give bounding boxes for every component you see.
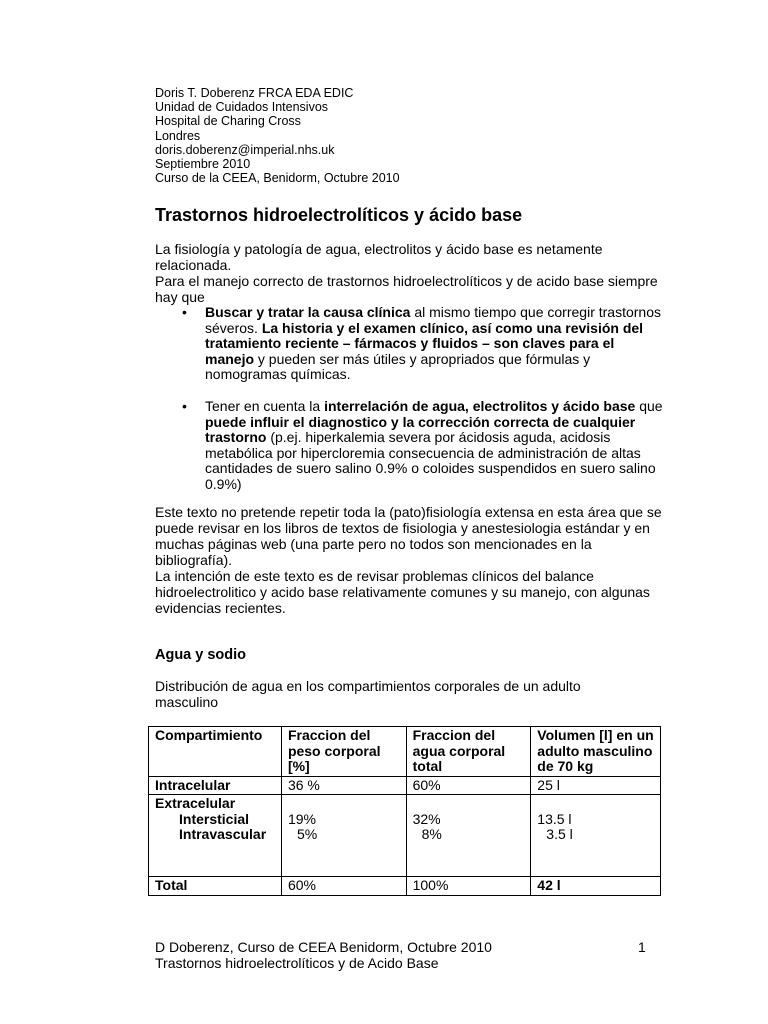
header-agua: Fraccion del agua corporal total (406, 727, 531, 777)
bullet-dot-icon: • (182, 397, 187, 414)
section-title: Agua y sodio (155, 647, 247, 663)
table-row-intracelular (149, 776, 661, 795)
header-peso: Fraccion del peso corporal [%] (281, 727, 406, 777)
cell-intravascular-agua: 8% (421, 826, 442, 842)
author-email: doris.doberenz@imperial.nhs.uk (155, 142, 335, 157)
scope-paragraph (155, 504, 665, 616)
author-course: Curso de la CEEA, Benidorm, Octubre 2010 (155, 171, 400, 186)
intro-line-2: Para el manejo correcto de trastornos hidroelectrolíticos y de acido base siempre hay que (155, 273, 658, 305)
header-compartimiento: Compartimiento (149, 727, 282, 777)
document-title: Trastornos hidroelectrolíticos y ácido base (155, 205, 523, 225)
author-name: Doris T. Doberenz FRCA EDA EDIC (155, 86, 354, 100)
cell-label: Intracelular (149, 776, 282, 795)
bullet-2-part-4: puede influir el diagnostico y la corrección correcta de cualquier trastorno (205, 413, 636, 446)
cell-peso-group (281, 795, 406, 877)
cell-intravascular-label: Intravascular (179, 826, 267, 842)
author-hospital: Hospital de Charing Cross (155, 114, 301, 129)
cell-intersticial-peso: 19% (287, 810, 316, 827)
table-caption: Distribución de agua en los compartimientos corporales de un adulto masculino (155, 678, 581, 710)
cell-total-label: Total (149, 877, 282, 896)
bullet-item-1 (155, 305, 665, 383)
intro-paragraph (155, 241, 665, 305)
footer-line-1: D Doberenz, Curso de CEEA Benidorm, Octubre 2010 (155, 939, 492, 955)
cell-volumen: 25 l (531, 776, 661, 795)
bullet-item-2 (155, 399, 665, 493)
cell-agua: 60% (406, 776, 531, 795)
cell-intravascular-volumen: 3.5 l (546, 826, 573, 842)
author-city: Londres (155, 128, 201, 143)
table-row-extracelular (149, 795, 661, 877)
cell-intravascular-peso: 5% (296, 826, 318, 842)
bullet-1-part-2: al mismo tiempo que corregir trastornos séveros. (205, 304, 661, 336)
water-distribution-table (148, 726, 661, 896)
intro-line-1: La fisiología y patología de agua, electrolitos y ácido base es netamente relacionada. (155, 241, 603, 273)
page-footer (155, 939, 492, 971)
table-header-row (149, 727, 661, 777)
cell-total-volumen: 42 l (531, 877, 661, 896)
cell-intersticial-agua: 32% (412, 810, 441, 827)
bullet-1-part-4: y pueden ser más útiles y apropriados que fórmulas y nomogramas químicas. (205, 350, 591, 383)
page-number: 1 (638, 939, 646, 955)
cell-agua-group (406, 795, 531, 877)
bullet-1-part-1: Buscar y tratar la causa clínica (205, 304, 411, 320)
cell-intersticial-label: Intersticial (179, 810, 250, 827)
bullet-list (155, 305, 665, 493)
cell-volumen-group (531, 795, 661, 877)
footer-line-2: Trastornos hidroelectrolíticos y de Acido Base (155, 955, 439, 971)
author-header (155, 86, 400, 185)
bullet-2-part-5: (p.ej. hiperkalemia severa por ácidosis aguda, acidosis metabólica por hipercloremia consecuencia de administración de altas cantidades de suero salino 0.9% o coloides suspendidos en suero salino 0.9%) (205, 429, 656, 492)
bullet-2-part-1: Tener en cuenta la (205, 397, 325, 414)
table-row-total (149, 877, 661, 896)
cell-total-agua: 100% (406, 877, 531, 896)
scope-line-2: La intención de este texto es de revisar problemas clínicos del balance hidroelectrolitico y acido base relativamente comunes y su manejo, con algunas evidencias recientes. (155, 568, 650, 616)
scope-line-1: Este texto no pretende repetir toda la (pato)fisiología extensa en esta área que se puede revisar en los libros de textos de fisiologia y anestesiologia estándar y en muchas páginas web (una parte pero no todos son mencionades en la bibliografía). (155, 504, 662, 568)
cell-extracelular-group (149, 795, 282, 877)
cell-extracelular-label: Extracelular (155, 795, 236, 811)
header-volumen: Volumen [l] en un adulto masculino de 70 kg (531, 727, 661, 777)
bullet-1-part-3: La historia y el examen clínico, así como una revisión del tratamiento reciente – fármacos y fluidos – son claves para el manejo (205, 319, 644, 367)
bullet-2-part-2: interrelación de agua, electrolitos y ácido base (324, 397, 636, 414)
bullet-2-part-3: que (635, 397, 663, 414)
author-date: Septiembre 2010 (155, 157, 251, 172)
bullet-dot-icon: • (182, 304, 187, 320)
cell-intersticial-volumen: 13.5 l (537, 810, 572, 827)
cell-peso: 36 % (281, 776, 406, 795)
cell-total-peso: 60% (281, 877, 406, 896)
author-unit: Unidad de Cuidados Intensivos (155, 100, 329, 115)
